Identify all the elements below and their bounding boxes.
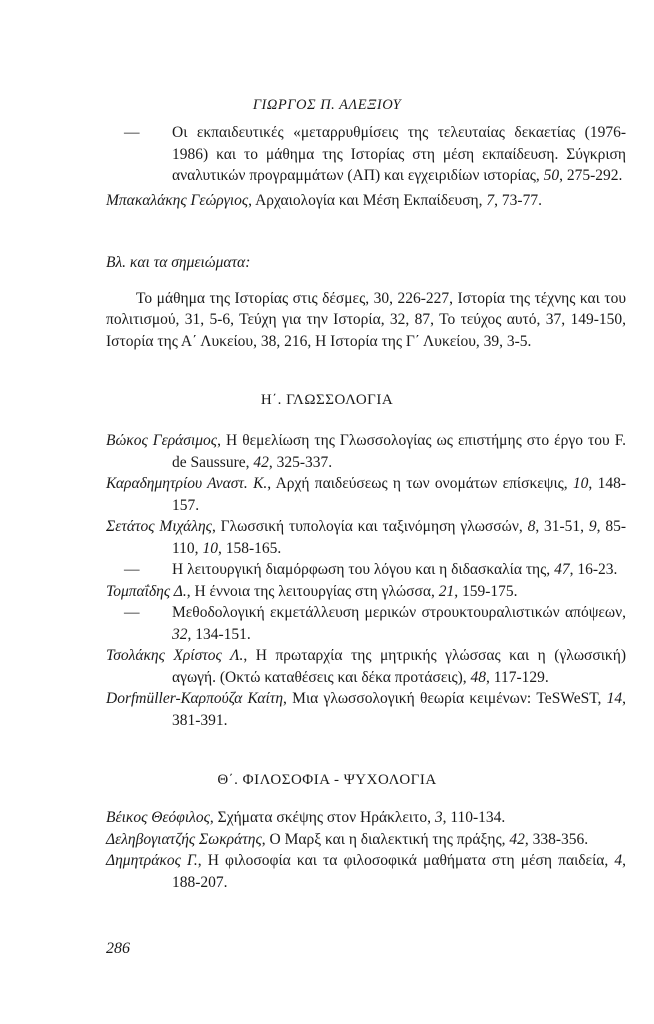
entry-title: , Αρχαιολογία και Μέση Εκπαίδευση, (248, 191, 487, 209)
entry-pages: , 159-175. (454, 582, 518, 600)
section-title-linguistics: Η΄. ΓΛΩΣΣΟΛΟΓΙΑ (260, 392, 394, 408)
entry-volume: 14 (606, 690, 623, 707)
entry-volume: 48 (470, 668, 487, 686)
entry-volume: 7 (486, 191, 495, 209)
entry-title: , Αρχή παιδεύσεως η των ονομάτων επίσκεψις, (267, 475, 573, 492)
bib-entry (106, 190, 626, 212)
bib-entry (106, 602, 626, 645)
entry-title: Μεθοδολογική εκμετάλλευση μερικών στρουκτουραλιστικών απόψεων, (172, 604, 626, 621)
philosophy-entries (106, 807, 626, 893)
running-head: ΓΙΩΡΓΟΣ Π. ΑΛΕΞΙΟΥ (252, 97, 402, 113)
bib-entry (106, 807, 626, 829)
entry-pages: , 117-129. (486, 668, 549, 686)
entry-author: Βώκος Γεράσιμος (106, 432, 218, 449)
see-also-block (106, 252, 626, 352)
bib-entry (106, 645, 626, 688)
entry-title: , Ο Μαρξ και η διαλεκτική της πράξης, (261, 830, 510, 848)
entry-pages: , 85-110, (172, 518, 626, 557)
entry-volume: 32 (172, 625, 188, 643)
entry-author: Δεληβογιατζής Σωκράτης (106, 830, 262, 848)
entry-volume: 10 (572, 475, 589, 492)
entry-title: , Η φιλοσοφία και τα φιλοσοφικά μαθήματα στη μέση παιδεία, (197, 852, 615, 869)
entry-volume: 8 (527, 518, 536, 535)
bib-entry (106, 430, 626, 473)
entry-title: , Μια γλωσσολογική θεωρία κειμένων: TeSWeST, (283, 690, 607, 707)
entry-pages: , 73-77. (494, 191, 542, 209)
ditto-dash: — (124, 561, 140, 578)
entry-pages: , 381-391. (172, 690, 627, 729)
entry-title: Η λειτουργική διαμόρφωση του λόγου και η διδασκαλία της, (172, 561, 555, 578)
entry-title: , Η θεμελίωση της Γλωσσολογίας ως επιστήμης στο έργο του F. de Saussure, (172, 432, 626, 471)
entry-title: , Γλωσσική τυπολογία και ταξινόμηση γλωσσών, (211, 518, 528, 535)
entry-author: Μπακαλάκης Γεώργιος (106, 191, 249, 209)
entry-author: Τομπαΐδης Δ. (106, 582, 187, 600)
entry-volume: 3 (434, 809, 443, 826)
entry-pages: , 110-134. (442, 809, 506, 826)
entry-volume: 21 (438, 582, 455, 600)
bib-entry (106, 122, 626, 187)
bib-entry (106, 581, 626, 603)
entry-volume: 42 (509, 830, 525, 848)
see-also-label: Βλ. και τα σημειώματα: (106, 254, 251, 271)
bib-entry (106, 688, 626, 731)
entry-pages: , 134-151. (187, 625, 251, 643)
entry-title: Οι εκπαιδευτικές «μεταρρυθμίσεις της τελευταίας δεκαετίας (1976-1986) και το μάθημα της Ιστορίας στη μέση εκπαίδευση. Σύγκριση αναλυτικών προγραμμάτων (ΑΠ) και εγχειριδίων ιστορίας, (172, 124, 626, 184)
entry-volume: 4 (614, 852, 623, 869)
entry-pages: , 158-165. (217, 539, 282, 557)
section-title-philosophy: Θ΄. ΦΙΛΟΣΟΦΙΑ - ΨΥΧΟΛΟΓΙΑ (217, 772, 437, 788)
entry-author: Τσολάκης Χρίστος Λ. (106, 647, 244, 664)
entry-title: , Η έννοια της λειτουργίας στη γλώσσα, (186, 582, 439, 600)
entry-title: , Σχήματα σκέψης στον Ηράκλειτο, (209, 809, 435, 826)
bib-entry (106, 516, 626, 559)
entry-pages: , 31-51, (535, 518, 589, 535)
entry-title: , Η πρωταρχία της μητρικής γλώσσας και η (γλωσσική) αγωγή. (Οκτώ καταθέσεις και δέκα προτάσεις), (172, 647, 626, 686)
bib-entry (106, 473, 626, 516)
entry-volume: 42 (253, 453, 269, 471)
entry-volume: 10 (202, 539, 218, 557)
entry-pages: , 188-207. (172, 852, 626, 891)
entry-pages: , 275-292. (559, 167, 623, 184)
entry-pages: , 148-157. (172, 475, 626, 514)
linguistics-entries (106, 430, 626, 731)
entry-pages: , 325-337. (268, 453, 333, 471)
entry-author: Καραδημητρίου Αναστ. Κ. (106, 475, 268, 492)
entry-volume: 50 (543, 167, 560, 184)
entry-volume: 9 (588, 518, 597, 535)
entry-author: Σετάτος Μιχάλης (106, 518, 212, 535)
bib-entry (106, 850, 626, 893)
entry-volume: 47 (554, 561, 570, 578)
entry-author: Dorfmüller-Καρπούζα Καίτη (106, 690, 284, 707)
entry-author: Βέικος Θεόφιλος (106, 809, 210, 826)
entry-author: Δημητράκος Γ. (106, 852, 198, 869)
bib-entry (106, 829, 626, 851)
see-also-text: Το μάθημα της Ιστορίας στις δέσμες, 30, 226-227, Ιστορία της τέχνης και του πολιτισμού, 31, 5-6, Τεύχη για την Ιστορία, 32, 87, Το τεύχος αυτό, 37, 149-150, Ιστορία της Α΄ Λυκείου, 38, 216, Η Ιστορία της Γ΄ Λυκείου, 39, 3-5. (106, 289, 626, 350)
top-entries (106, 122, 626, 211)
entry-pages: , 16-23. (569, 561, 618, 578)
entry-pages: , 338-356. (524, 830, 589, 848)
ditto-dash: — (124, 124, 140, 141)
bib-entry (106, 559, 626, 581)
page-number: 286 (106, 940, 130, 957)
ditto-dash: — (124, 604, 140, 621)
